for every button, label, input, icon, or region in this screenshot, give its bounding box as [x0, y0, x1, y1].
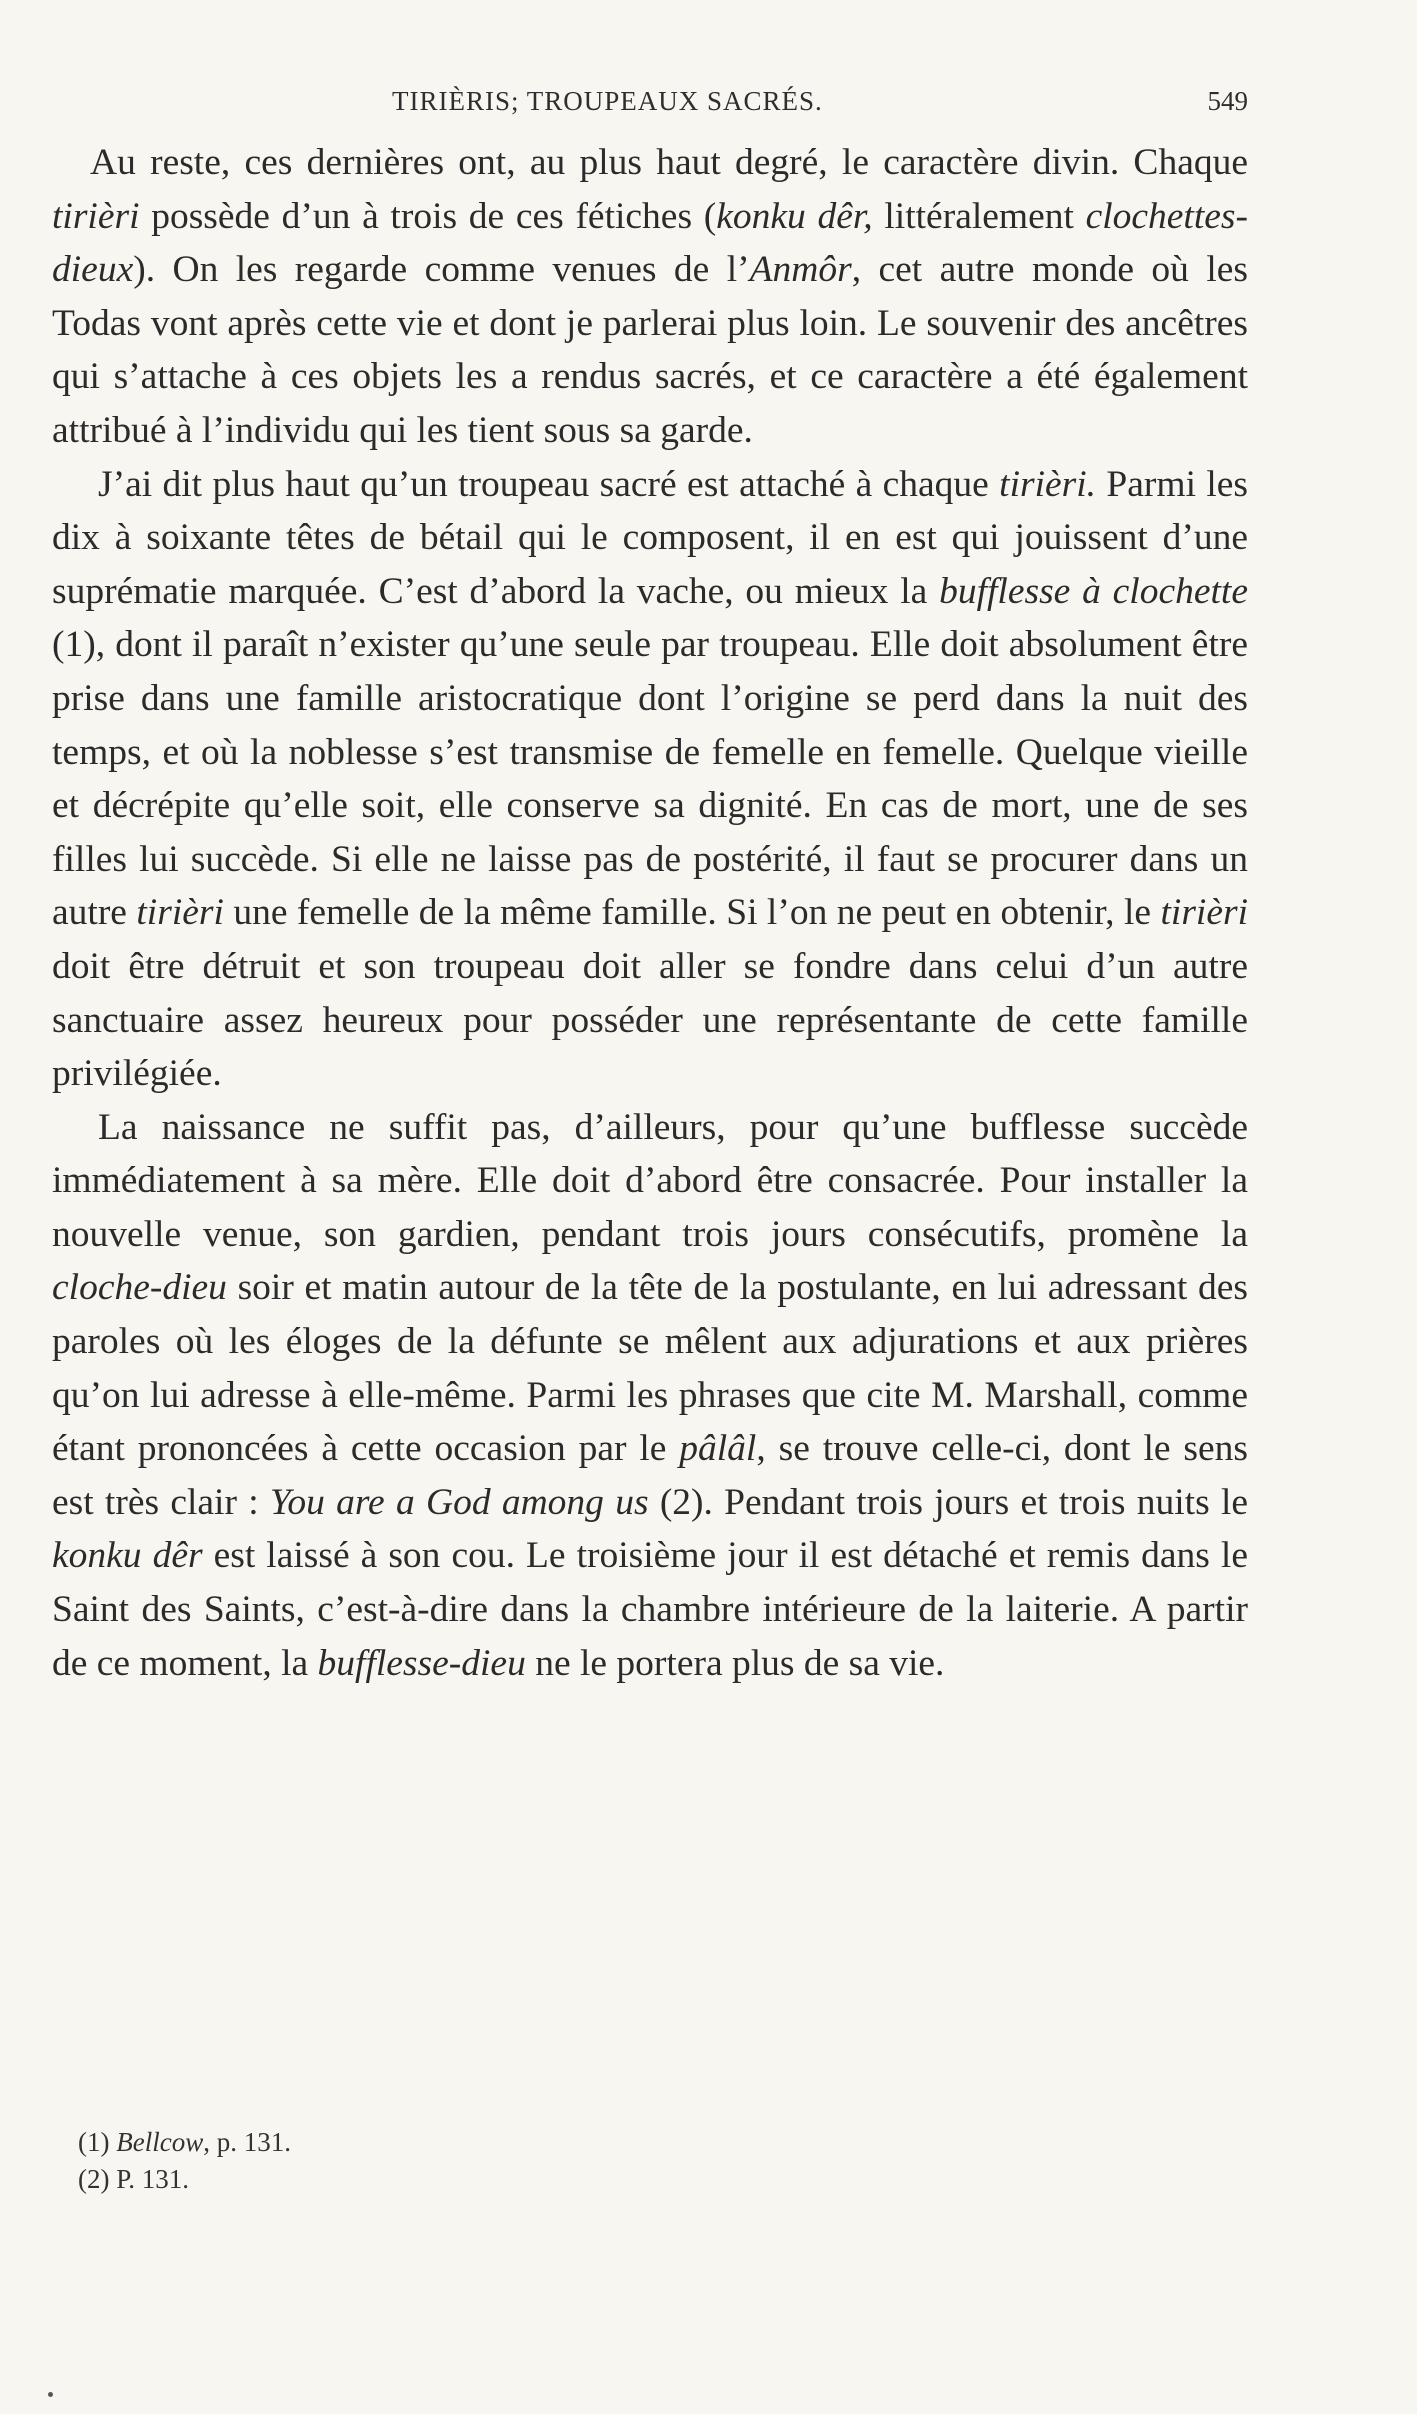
running-head: TIRIÈRIS; TROUPEAUX SACRÉS. [392, 86, 823, 116]
paragraph-3: La naissance ne suffit pas, d’ailleurs, pour qu’une bufflesse succède immédiatement à sa mère. Elle doit d’abord être consacrée. Pour installer la nouvelle venue, son gardien, pendant trois jours consécutifs, promène la cloche-dieu soir et matin autour de la tête de la postulante, en lui adressant des paroles où les éloges de la défunte se mêlent aux adjurations et aux prières qu’on lui adresse à elle-même. Parmi les phrases que cite M. Marshall, comme étant prononcées à cette occasion par le pâlâl, se trouve celle-ci, dont le sens est très clair : You are a God among us (2). Pendant trois jours et trois nuits le konku dêr est laissé à son cou. Le troisième jour il est détaché et remis dans le Saint des Saints, c’est-à-dire dans la chambre intérieure de la laiterie. A partir de ce moment, la bufflesse-dieu ne le portera plus de sa vie. [52, 1106, 1249, 1684]
page-header [52, 86, 1248, 134]
footnotes [78, 2124, 878, 2198]
footnote-1: (1) Bellcow, p. 131. [78, 2127, 291, 2157]
page-number: 549 [1207, 86, 1248, 116]
main-text [52, 136, 1248, 1690]
paragraph-1: Au reste, ces dernières ont, au plus haut degré, le caractère divin. Chaque tirièri possède d’un à trois de ces fétiches (konku dêr, littéralement clochettes-dieux). On les regarde comme venues de l’Anmôr, cet autre monde où les Todas vont après cette vie et dont je parlerai plus loin. Le souvenir des ancêtres qui s’attache à ces objets les a rendus sacrés, et ce caractère a été également attribué à l’individu qui les tient sous sa garde. [52, 142, 1248, 451]
paragraph-2: J’ai dit plus haut qu’un troupeau sacré est attaché à chaque tirièri. Parmi les dix à soixante têtes de bétail qui le composent, il en est qui jouissent d’une suprématie marquée. C’est d’abord la vache, ou mieux la bufflesse à clochette (1), dont il paraît n’exister qu’une seule par troupeau. Elle doit absolument être prise dans une famille aristocratique dont l’origine se perd dans la nuit des temps, et où la noblesse s’est transmise de femelle en femelle. Quelque vieille et décrépite qu’elle soit, elle conserve sa dignité. En cas de mort, une de ses filles lui succède. Si elle ne laisse pas de postérité, il faut se procurer dans un autre tirièri une femelle de la même famille. Si l’on ne peut en obtenir, le tirièri doit être détruit et son troupeau doit aller se fondre dans celui d’un autre sanctuaire assez heureux pour posséder une représentante de cette famille privilégiée. [52, 463, 1249, 1095]
ink-dot [48, 2392, 53, 2397]
footnote-2: (2) P. 131. [78, 2164, 190, 2194]
